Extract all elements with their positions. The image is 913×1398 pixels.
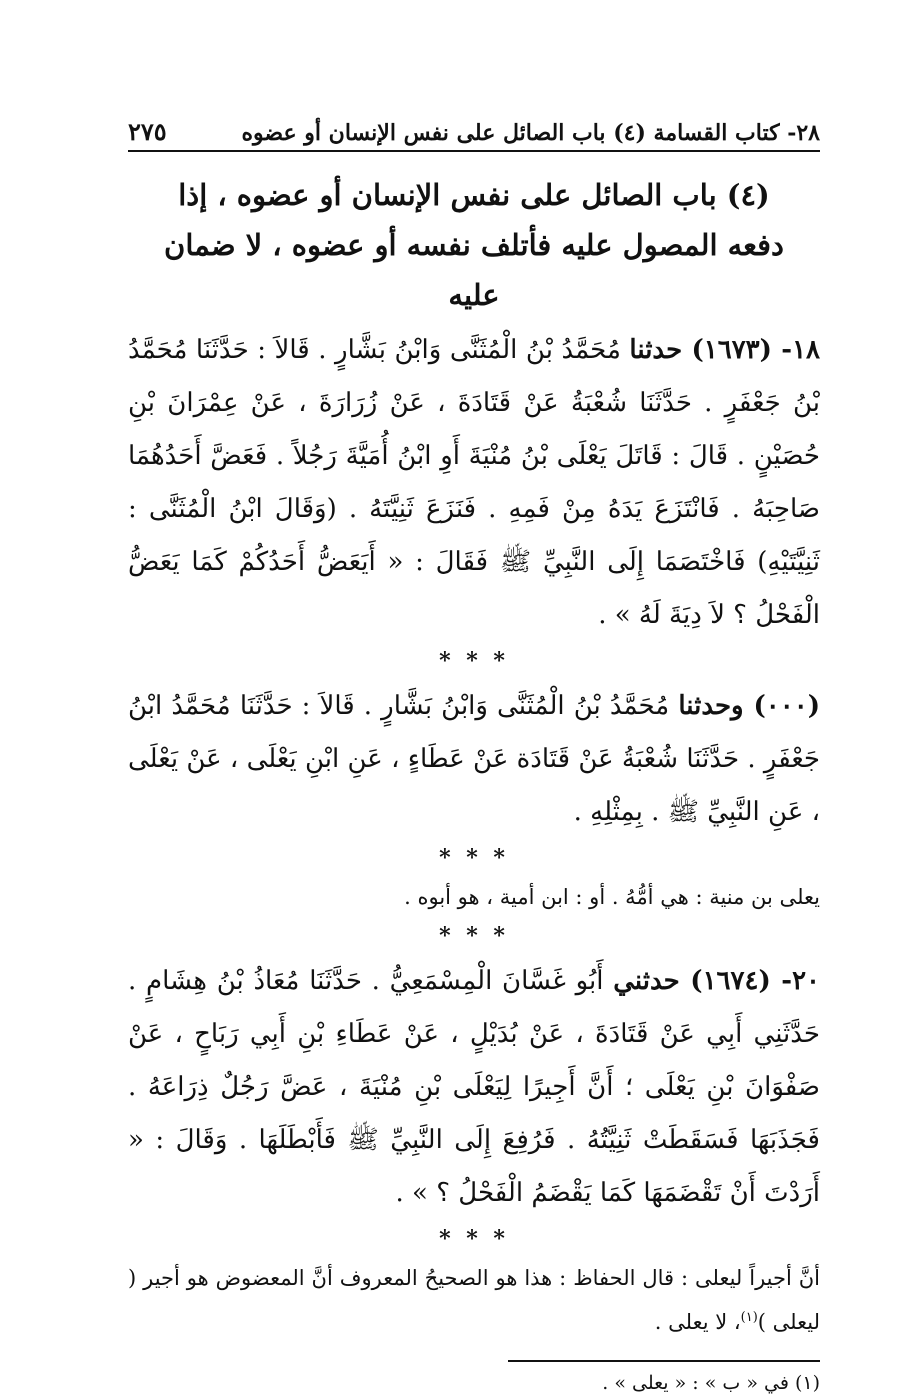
hadith-text: مُحَمَّدُ بْنُ الْمُثَنَّى وَابْنُ بَشَّارٍ . قَالاَ : حَدَّثَنَا مُحَمَّدُ ابْنُ جَعْفَرٍ . حَدَّثَنَا شُعْبَةُ عَنْ قَتَادَة عَنْ عَطَاءٍ ، عَنِ ابْنِ يَعْلَى ، عَنْ يَعْلَى ، عَنِ النَّبِيِّ ﷺ . بِمِثْلِهِ . (128, 691, 820, 827)
chapter-title: (٤) باب الصائل على نفس الإنسان أو عضوه ، إذا دفعه المصول عليه فأتلف نفسه أو عضوه ، لا ضمان عليه (164, 178, 784, 312)
commentary-text: أنَّ أجيراً ليعلى : قال الحفاظ : هذا هو الصحيحُ المعروف أنَّ المعضوض هو أجير ( ليعلى ) (128, 1266, 820, 1334)
page-number: ٢٧٥ (128, 117, 167, 146)
footnote-marker[interactable]: (١) (740, 1310, 758, 1325)
hadith-000 (128, 680, 820, 839)
hadith-number: ٢٠- (١٦٧٤) حدثني (613, 966, 821, 996)
footnote: (١) في « ب » : « يعلى » . (602, 1372, 820, 1394)
hadith-1674 (128, 955, 820, 1220)
section-separator: * * * (439, 923, 509, 949)
hadith-1673 (128, 324, 820, 642)
section-separator: * * * (439, 648, 509, 674)
hadith-number: ١٨- (١٦٧٣) حدثنا (629, 335, 820, 365)
commentary-note (128, 1258, 820, 1342)
hadith-text: مُحَمَّدُ بْنُ الْمُثَنَّى وَابْنُ بَشَّارٍ . قَالاَ : حَدَّثَنَا مُحَمَّدُ بْنُ جَعْفَرٍ . حَدَّثَنَا شُعْبَةُ عَنْ قَتَادَةَ ، عَنْ زُرَارَةَ ، عَنْ عِمْرَانَ بْنِ حُصَيْنٍ . قَالَ : قَاتَلَ يَعْلَى بْنُ مُنْيَةَ أَوِ ابْنُ أُمَيَّةَ رَجُلاً . فَعَضَّ أَحَدُهُمَا صَاحِبَهُ . فَانْتَزَعَ يَدَهُ مِنْ فَمِهِ . فَنَزَعَ ثَنِيَّتَهُ . (وَقَالَ ابْنُ الْمُثَنَّى : ثَنِيَّتَيْهِ) فَاخْتَصَمَا إِلَى النَّبِيِّ ﷺ فَقَالَ : « أَيَعَضُّ أَحَدُكُمْ كَمَا يَعَضُّ الْفَحْلُ ؟ لاَ دِيَةَ لَهُ » . (128, 335, 820, 630)
hadith-text: أَبُو غَسَّانَ الْمِسْمَعِيُّ . حَدَّثَنَا مُعَاذُ بْنُ هِشَامٍ . حَدَّثَنِي أَبِي عَنْ قَتَادَةَ ، عَنْ بُدَيْلٍ ، عَنْ عَطَاءِ بْنِ أَبِي رَبَاحٍ ، عَنْ صَفْوَانَ بْنِ يَعْلَى ؛ أَنَّ أَجِيرًا لِيَعْلَى بْنِ مُنْيَةَ ، عَضَّ رَجُلٌ ذِرَاعَهُ . فَجَذَبَهَا فَسَقَطَتْ ثَنِيَّتُهُ . فَرُفِعَ إِلَى النَّبِيِّ ﷺ فَأَبْطَلَهَا . وَقَالَ : « أَرَدْتَ أَنْ تَقْضَمَهَا كَمَا يَقْضَمُ الْفَحْلُ ؟ » . (128, 966, 820, 1208)
page-body (128, 170, 820, 1398)
commentary-note: يعلى بن منية : هي أمُّهُ . أو : ابن أمية ، هو أبوه . (404, 885, 820, 909)
footnote-divider (508, 1360, 820, 1362)
section-separator: * * * (439, 845, 509, 871)
page-header (128, 112, 820, 152)
commentary-text: ، لا يعلى . (654, 1310, 741, 1334)
hadith-number: (٠٠٠) وحدثنا (678, 691, 821, 721)
section-separator: * * * (439, 1226, 509, 1252)
running-title: ٢٨- كتاب القسامة (٤) باب الصائل على نفس الإنسان أو عضوه (241, 120, 820, 146)
